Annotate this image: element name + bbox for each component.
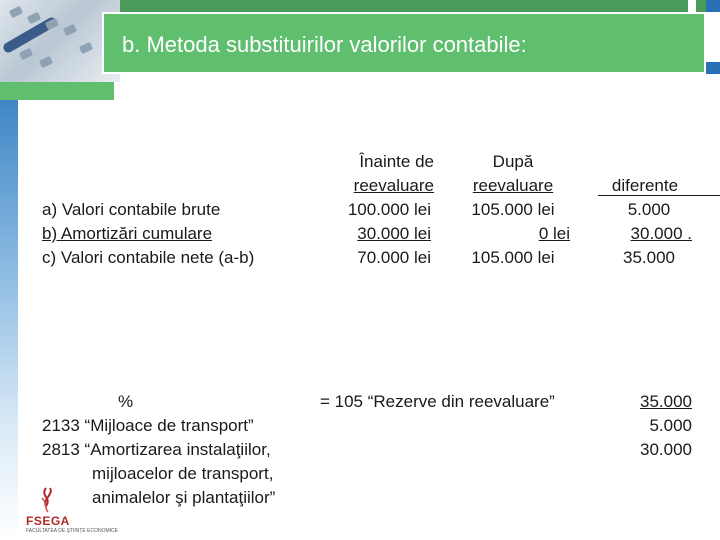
header-after-line1: După [492, 152, 534, 171]
strip-accent [688, 0, 696, 12]
left-green-band [0, 82, 114, 100]
row-nete-diff: 35.000 [623, 248, 675, 267]
row-amortizari-diff: 30.000 . [630, 224, 692, 243]
header-diff-underline [598, 195, 720, 196]
slide-title: b. Metoda substituirilor valorilor contabile: [122, 32, 527, 57]
calculator-key [19, 48, 33, 60]
header-after-line2: reevaluare [472, 176, 554, 195]
left-gradient-bar [0, 100, 18, 540]
row-label-brute: a) Valori contabile brute [42, 200, 221, 219]
top-strip [120, 0, 720, 12]
row-brute-diff: 5.000 [627, 200, 671, 219]
calculator-key [39, 56, 53, 68]
header-diff: diferente [611, 176, 679, 195]
row-brute-before: 100.000 lei [347, 200, 431, 219]
logo-name: FSEGA [26, 514, 70, 528]
calculator-key [9, 6, 23, 18]
logo-subtitle: FACULTATEA DE ŞTIINŢE ECONOMICE [26, 528, 118, 534]
row-label-nete: c) Valori contabile nete (a-b) [42, 248, 255, 267]
entry-debit2-amount: 30.000 [640, 440, 692, 459]
calculator-key [79, 42, 93, 54]
entry-credit-amount: 35.000 [640, 392, 692, 411]
title-accent-blue [706, 62, 720, 74]
entry-debit2-line1: 2813 “Amortizarea instalaţiilor, [42, 440, 271, 459]
header-before-line2: reevaluare [353, 176, 434, 195]
calculator-key [27, 12, 41, 24]
calculator-key [63, 24, 77, 36]
entry-percent: % [118, 392, 134, 411]
title-bar [102, 12, 706, 74]
row-amortizari-before: 30.000 lei [357, 224, 431, 243]
entry-debit2-line3: animalelor şi plantaţiilor” [92, 488, 276, 507]
row-amortizari-after: 0 lei [538, 224, 570, 243]
entry-debit2-line2: mijloacelor de transport, [92, 464, 274, 483]
strip-accent-blue [706, 0, 720, 12]
header-before-line1: Înainte de [359, 152, 434, 171]
row-brute-after: 105.000 lei [471, 200, 555, 219]
entry-debit1-amount: 5.000 [649, 416, 692, 435]
row-nete-before: 70.000 lei [357, 248, 431, 267]
entry-credit: = 105 “Rezerve din reevaluare” [320, 392, 555, 411]
row-label-amortizari: b) Amortizări cumulare [42, 224, 213, 243]
entry-debit1: 2133 “Mijloace de transport” [42, 416, 254, 435]
row-nete-after: 105.000 lei [471, 248, 555, 267]
